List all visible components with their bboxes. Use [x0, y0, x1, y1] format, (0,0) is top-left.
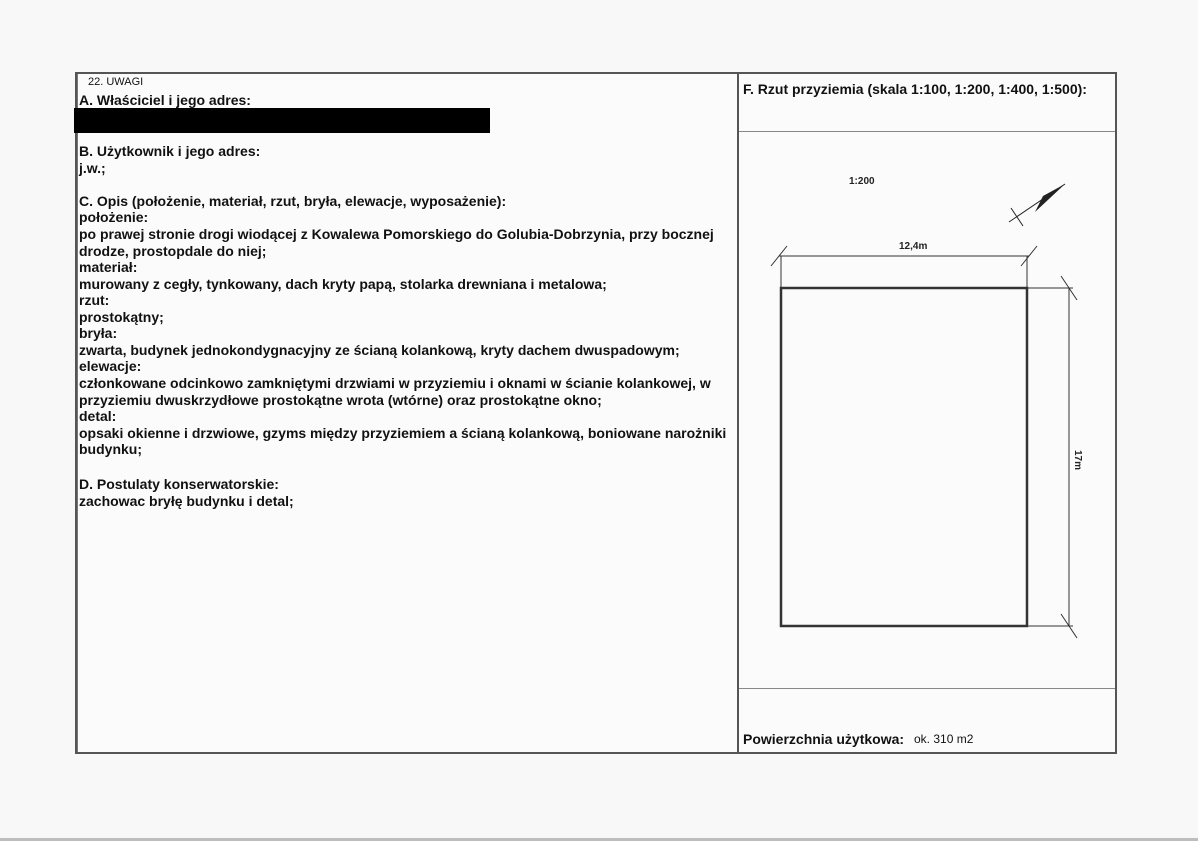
width-label: 12,4m	[899, 241, 928, 252]
detal-line-2: budynku;	[79, 441, 142, 457]
building-outline	[781, 288, 1027, 626]
area-value: ok. 310 m2	[914, 732, 974, 746]
rzut-line-1: prostokątny;	[79, 309, 164, 325]
remarks-inner	[77, 74, 736, 752]
form-frame	[75, 72, 1117, 754]
description-heading: C. Opis (położenie, materiał, rzut, bryła, elewacje, wyposażenie):	[79, 193, 507, 209]
length-dimension	[1027, 276, 1083, 638]
user-heading: B. Użytkownik i jego adres:	[79, 143, 261, 159]
plan-bottom-rule	[739, 688, 1115, 689]
elewacje-line-1: członkowane odcinkowo zamkniętymi drzwiami w przyziemiu i oknami w ścianie kolankowej, w	[79, 375, 711, 391]
polozenie-line-1: po prawej stronie drogi wiodącej z Kowalewa Pomorskiego do Golubia-Dobrzynia, przy bocznej	[79, 226, 714, 242]
elewacje-label: elewacje:	[79, 358, 142, 374]
detal-label: detal:	[79, 408, 117, 424]
remarks-panel	[77, 74, 737, 752]
polozenie-label: położenie:	[79, 209, 149, 225]
floor-plan-heading: F. Rzut przyziemia (skala 1:100, 1:200, 1:400, 1:500):	[743, 81, 1087, 97]
postulates-heading: D. Postulaty konserwatorskie:	[79, 476, 279, 492]
material-line-1: murowany z cegły, tynkowany, dach kryty papą, stolarka drewniana i metalowa;	[79, 276, 607, 292]
bryla-label: bryła:	[79, 325, 118, 341]
plan-scale-label: 1:200	[849, 176, 875, 187]
length-label: 17m	[1072, 450, 1083, 471]
redacted-owner-address	[74, 108, 490, 133]
detal-line-1: opsaki okienne i drzwiowe, gzyms między przyziemiem a ścianą kolankową, boniowane narożniki	[79, 425, 727, 441]
polozenie-line-2: drodze, prostopdale do niej;	[79, 243, 267, 259]
rzut-label: rzut:	[79, 292, 110, 308]
elewacje-line-2: przyziemiu dwuskrzydłowe prostokątne wrota (wtórne) oraz prostokątne okno;	[79, 392, 602, 408]
area-label: Powierzchnia użytkowa:	[743, 731, 905, 747]
section-number: 22. UWAGI	[88, 76, 144, 88]
north-arrow-icon	[1009, 184, 1065, 226]
user-value: j.w.;	[79, 160, 106, 176]
floor-plan-drawing	[739, 132, 1115, 688]
floor-plan-panel	[739, 74, 1115, 752]
width-dimension	[771, 241, 1037, 290]
material-label: materiał:	[79, 259, 138, 275]
postulates-value: zachowac bryłę budynku i detal;	[79, 493, 294, 509]
owner-heading: A. Właściciel i jego adres:	[79, 92, 251, 108]
bryla-line-1: zwarta, budynek jednokondygnacyjny ze ścianą kolankową, kryty dachem dwuspadowym;	[79, 342, 680, 358]
